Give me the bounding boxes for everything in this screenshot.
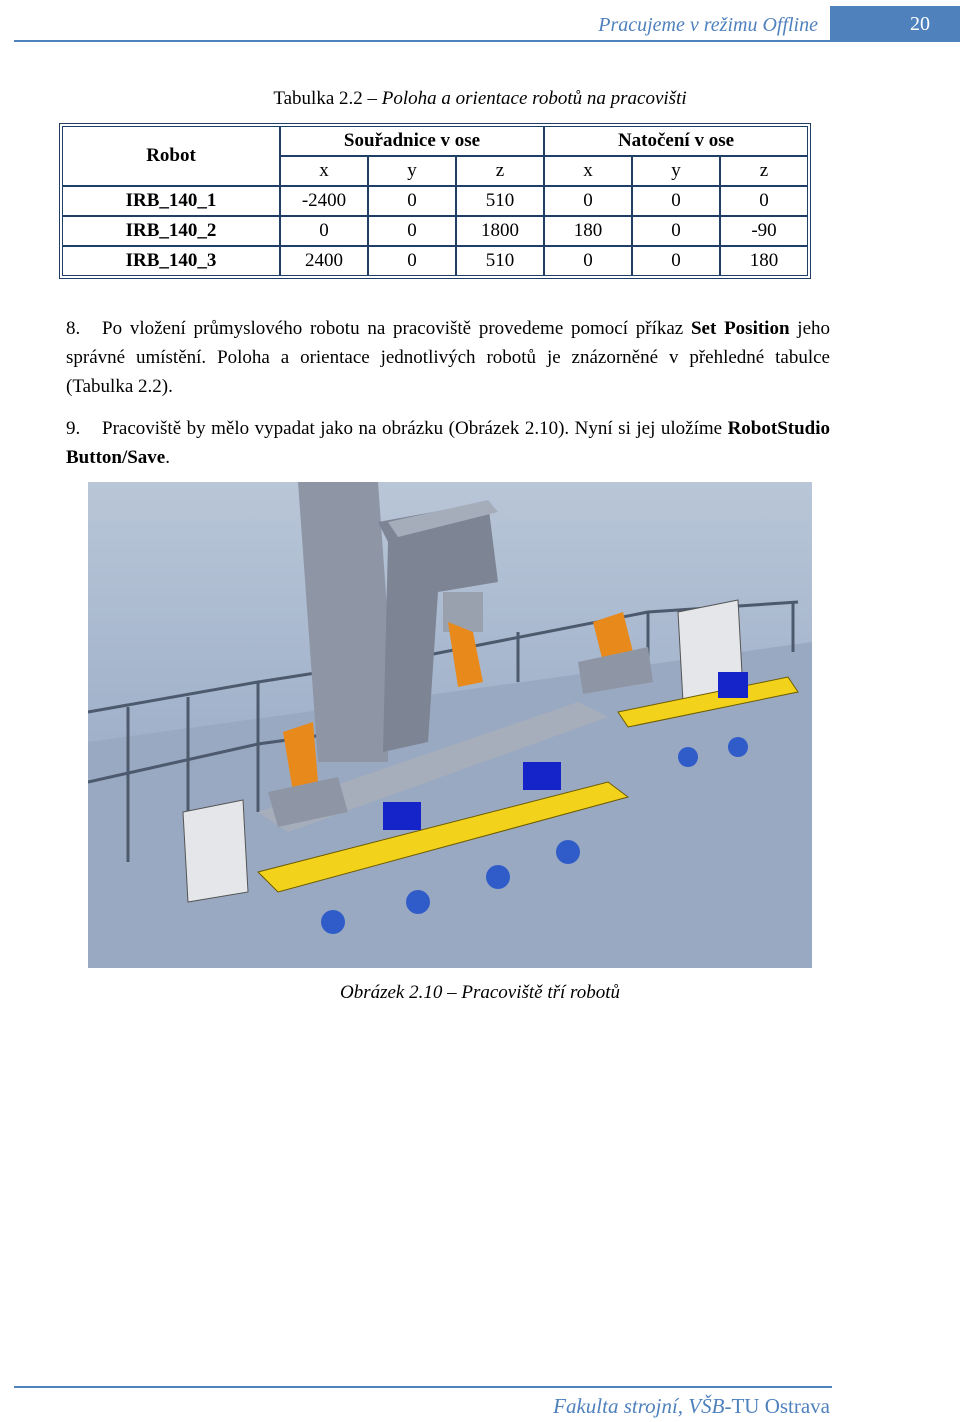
step-text: jeho správné umístění. Poloha a orientace jednotlivých robotů je znázorněné v přehledné tabulce (Tabulka 2.2).: [66, 318, 830, 397]
cell: 180: [544, 216, 632, 246]
workcell-illustration: [88, 482, 812, 968]
header-rule: [14, 40, 832, 42]
page-number-box: [830, 6, 960, 42]
cell: 0: [368, 246, 456, 276]
footer-rule: [14, 1386, 832, 1388]
axis-header: y: [632, 156, 720, 186]
step-command: RobotStudio Button/Save: [66, 418, 830, 468]
step-text: .: [165, 447, 170, 468]
step-command: Set Position: [690, 318, 790, 339]
cell: 0: [544, 186, 632, 216]
axis-header: x: [544, 156, 632, 186]
chair: [678, 747, 698, 767]
running-header: Pracujeme v režimu Offline: [598, 14, 818, 36]
coords-group-header: Souřadnice v ose: [280, 126, 544, 156]
robot-name: IRB_140_1: [62, 186, 280, 216]
cell: 1800: [456, 216, 544, 246]
axis-header: z: [720, 156, 808, 186]
step-number: 8.: [66, 318, 81, 339]
chair: [556, 840, 580, 864]
robot-name: IRB_140_2: [62, 216, 280, 246]
figure-caption-title: Pracoviště tří robotů: [461, 982, 621, 1003]
cell: 0: [632, 216, 720, 246]
cell: 0: [368, 216, 456, 246]
table-caption-label: Tabulka 2.2 –: [273, 88, 382, 109]
rotation-group-header: Natočení v ose: [544, 126, 808, 156]
chair: [406, 890, 430, 914]
table-caption-title: Poloha a orientace robotů na pracovišti: [381, 88, 687, 109]
page-number: 20: [910, 12, 930, 35]
step-9-paragraph: [66, 414, 830, 472]
figure-caption: [0, 982, 960, 1004]
chair: [728, 737, 748, 757]
axis-header: x: [280, 156, 368, 186]
cell: 0: [632, 186, 720, 216]
cell: 510: [456, 246, 544, 276]
cell: 2400: [280, 246, 368, 276]
step-number: 9.: [66, 418, 81, 439]
monitor: [383, 802, 421, 830]
robot-name: IRB_140_3: [62, 246, 280, 276]
cell: 510: [456, 186, 544, 216]
footer-university: -TU Ostrava: [724, 1394, 830, 1418]
robot-position-table: [59, 123, 811, 279]
figure-caption-label: Obrázek 2.10 –: [339, 982, 462, 1003]
control-cabinet: [183, 800, 248, 902]
monitor: [718, 672, 748, 698]
cell: 0: [544, 246, 632, 276]
cell: 180: [720, 246, 808, 276]
axis-header: z: [456, 156, 544, 186]
table-row: [62, 246, 808, 276]
footer-faculty: Fakulta strojní, VŠB: [553, 1394, 725, 1418]
workcell-figure: [88, 482, 812, 968]
robot-column-header: Robot: [62, 126, 280, 186]
cell: 0: [720, 186, 808, 216]
table-row: [62, 186, 808, 216]
step-text: Po vložení průmyslového robotu na pracoviště provedeme pomocí příkaz: [102, 318, 691, 339]
chair: [486, 865, 510, 889]
axis-header: y: [368, 156, 456, 186]
cell: -2400: [280, 186, 368, 216]
cell: 0: [632, 246, 720, 276]
footer: [480, 1394, 830, 1419]
table-caption: [0, 88, 960, 110]
monitor: [523, 762, 561, 790]
cell: -90: [720, 216, 808, 246]
table-row: [62, 216, 808, 246]
cell: 0: [368, 186, 456, 216]
cell: 0: [280, 216, 368, 246]
step-text: Pracoviště by mělo vypadat jako na obrázku (Obrázek 2.10). Nyní si jej uložíme: [102, 418, 728, 439]
chair: [321, 910, 345, 934]
step-8-paragraph: [66, 314, 830, 401]
